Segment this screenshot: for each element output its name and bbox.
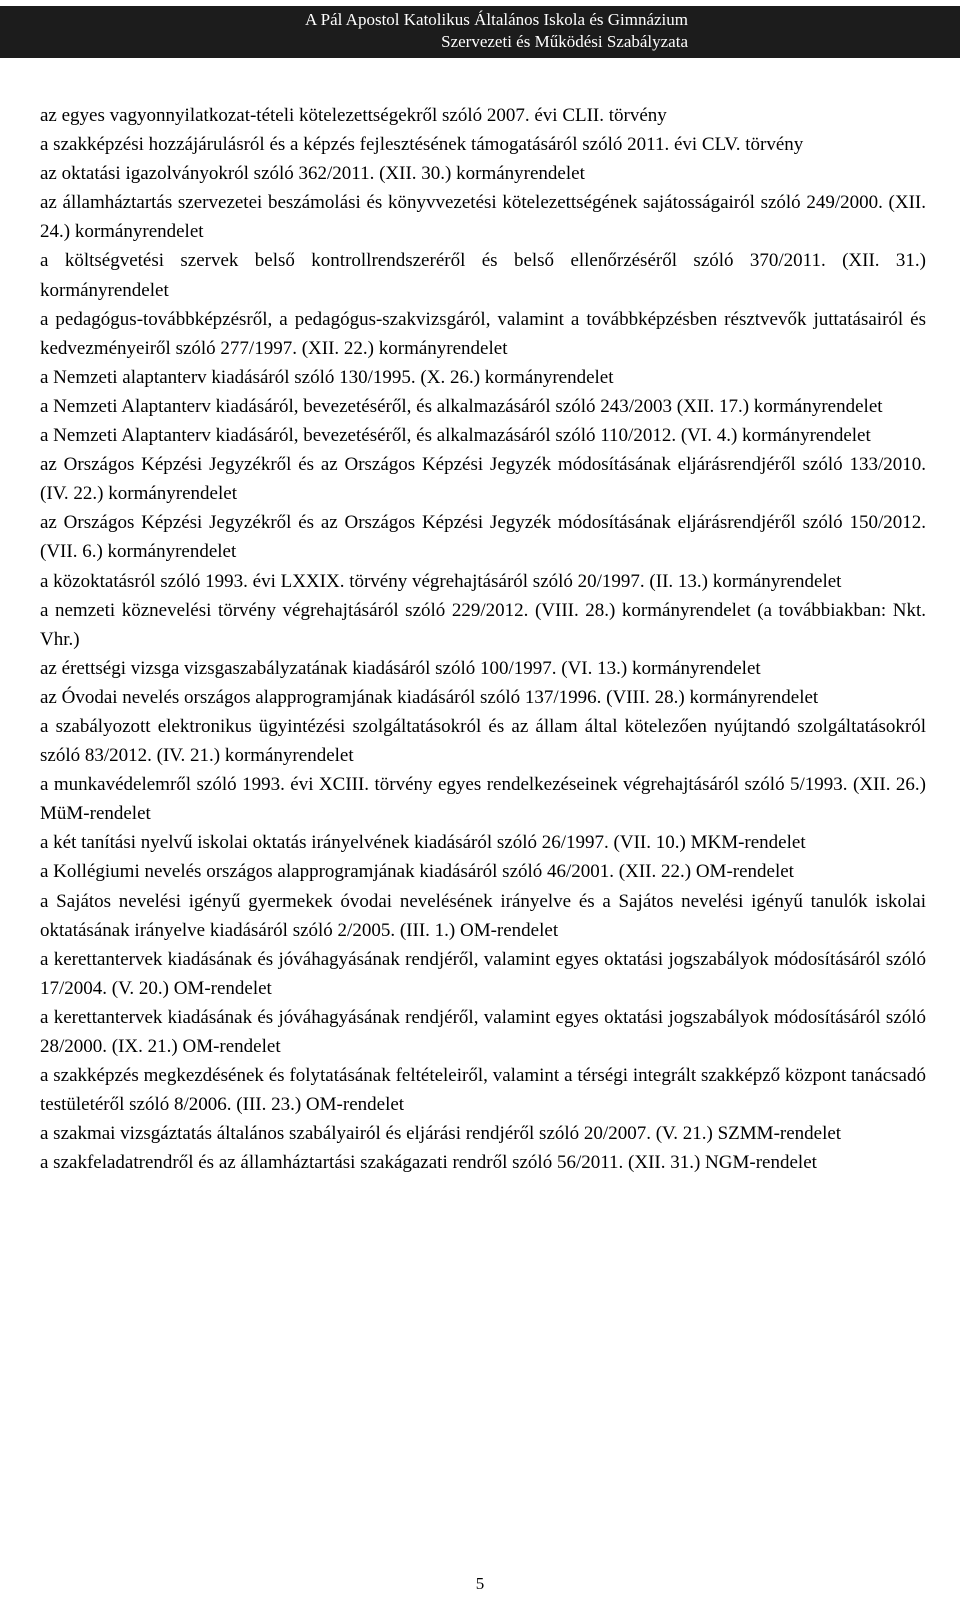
list-item: a nemzeti köznevelési törvény végrehajtásáról szóló 229/2012. (VIII. 28.) kormányrendelet (a továbbiakban: Nkt. Vhr.) [40, 599, 926, 650]
list-item: a közoktatásról szóló 1993. évi LXXIX. törvény végrehajtásáról szóló 20/1997. (II. 13.) kormányrendelet [40, 570, 842, 592]
list-item: a szakfeladatrendről és az államháztartási szakágazati rendről szóló 56/2011. (XII. 31.) NGM-rendelet [40, 1152, 817, 1174]
list-item: az államháztartás szervezetei beszámolási és könyvvezetési kötelezettségének sajátosságairól szóló 249/2000. (XII. 24.) kormányrendelet [40, 192, 926, 243]
list-item: a Sajátos nevelési igényű gyermekek óvodai nevelésének irányelve és a Sajátos nevelési igényű tanulók iskolai oktatásának irányelve kiadásáról szóló 2/2005. (III. 1.) OM-rendelet [40, 890, 926, 941]
list-item: a pedagógus-továbbképzésről, a pedagógus-szakvizsgáról, valamint a továbbképzésben résztvevők juttatásairól és kedvezményeiről szóló 277/1997. (XII. 22.) kormányrendelet [40, 308, 926, 359]
list-item: a kerettantervek kiadásának és jóváhagyásának rendjéről, valamint egyes oktatási jogszabályok módosításáról szóló 28/2000. (IX. 21.) OM-rendelet [40, 1006, 926, 1057]
list-item: a Nemzeti alaptanterv kiadásáról szóló 130/1995. (X. 26.) kormányrendelet [40, 366, 614, 388]
list-item: a munkavédelemről szóló 1993. évi XCIII. törvény egyes rendelkezéseinek végrehajtásáról szóló 5/1993. (XII. 26.) MüM-rendelet [40, 774, 926, 825]
list-item: a szakképzési hozzájárulásról és a képzés fejlesztésének támogatásáról szóló 2011. évi CLV. törvény [40, 134, 804, 156]
page-header [0, 6, 960, 58]
list-item: a szakmai vizsgáztatás általános szabályairól és eljárási rendjéről szóló 20/2007. (V. 21.) SZMM-rendelet [40, 1123, 842, 1145]
list-item: az oktatási igazolványokról szóló 362/2011. (XII. 30.) kormányrendelet [40, 163, 585, 185]
list-item: az Országos Képzési Jegyzékről és az Országos Képzési Jegyzék módosításának eljárásrendjéről szóló 133/2010. (IV. 22.) kormányrendelet [40, 454, 926, 505]
list-item: a költségvetési szervek belső kontrollrendszeréről és belső ellenőrzéséről szóló 370/2011. (XII. 31.) kormányrendelet [40, 250, 926, 301]
list-item: az Óvodai nevelés országos alapprogramjának kiadásáról szóló 137/1996. (VIII. 28.) kormányrendelet [40, 686, 819, 708]
list-item: az egyes vagyonnyilatkozat-tételi kötelezettségekről szóló 2007. évi CLII. törvény [40, 105, 667, 126]
document-title: Szervezeti és Működési Szabályzata [441, 32, 688, 51]
list-item: a Nemzeti Alaptanterv kiadásáról, bevezetéséről, és alkalmazásáról szóló 110/2012. (VI. 4.) kormányrendelet [40, 425, 871, 447]
list-item: a Kollégiumi nevelés országos alapprogramjának kiadásáról szóló 46/2001. (XII. 22.) OM-rendelet [40, 861, 794, 883]
list-item: a kerettantervek kiadásának és jóváhagyásának rendjéről, valamint egyes oktatási jogszabályok módosításáról szóló 17/2004. (V. 20.) OM-rendelet [40, 948, 926, 999]
list-item: a szabályozott elektronikus ügyintézési szolgáltatásokról és az állam által kötelezően nyújtandó szolgáltatásokról szóló 83/2012. (IV. 21.) kormányrendelet [40, 715, 926, 767]
list-item: az Országos Képzési Jegyzékről és az Országos Képzési Jegyzék módosításának eljárásrendjéről szóló 150/2012. (VII. 6.) kormányrendelet [40, 512, 926, 563]
list-item: az érettségi vizsga vizsgaszabályzatának kiadásáról szóló 100/1997. (VI. 13.) kormányrendelet [40, 657, 761, 679]
list-item: a Nemzeti Alaptanterv kiadásáról, bevezetéséről, és alkalmazásáról szóló 243/2003 (XII. 17.) kormányrendelet [40, 395, 883, 417]
list-item: a két tanítási nyelvű iskolai oktatás irányelvének kiadásáról szóló 26/1997. (VII. 10.) MKM-rendelet [40, 832, 806, 854]
page-number: 5 [475, 1574, 485, 1593]
list-item: a szakképzés megkezdésének és folytatásának feltételeiről, valamint a térségi integrált szakképző központ tanácsadó testületéről szóló 8/2006. (III. 23.) OM-rendelet [40, 1065, 926, 1116]
legal-references-list [40, 101, 926, 1177]
school-name: A Pál Apostol Katolikus Általános Iskola és Gimnázium [305, 10, 688, 29]
